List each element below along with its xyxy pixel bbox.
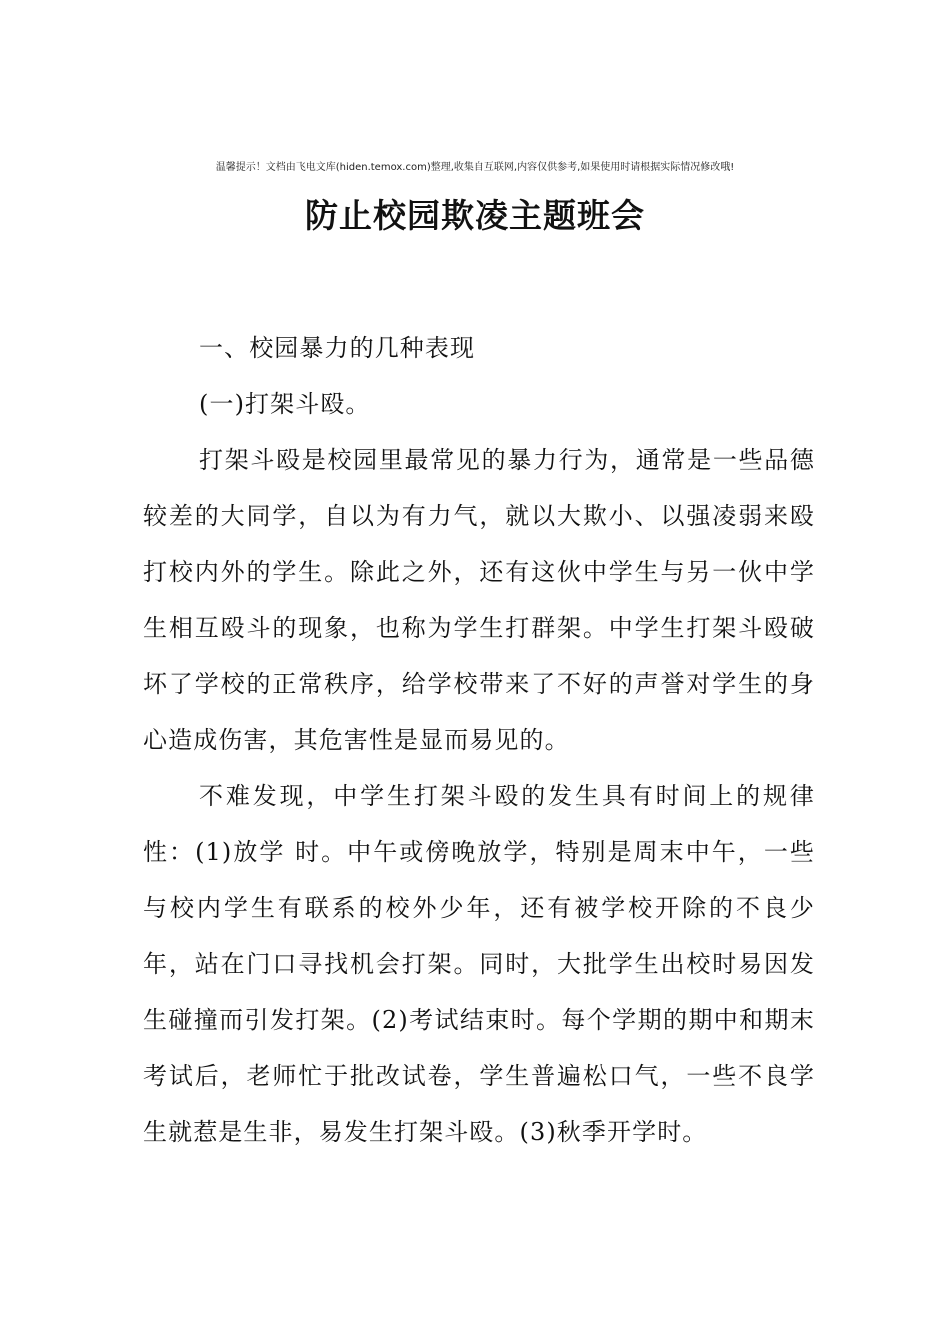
- download-notice: 温馨提示！文档由飞电文库(hiden.temox.com)整理,收集自互联网,内容仅供参考,如果使用时请根据实际情况修改哦!: [215, 162, 735, 173]
- page-title: 防止校园欺凌主题班会: [305, 196, 645, 235]
- section-heading: 一、校园暴力的几种表现: [199, 334, 476, 362]
- sub-heading: (一)打架斗殴。: [199, 390, 371, 418]
- paragraph: 不难发现，中学生打架斗殴的发生具有时间上的规律性：(1)放学 时。中午或傍晚放学，特别是周末中午，一些与校内学生有联系的校外少年，还有被学校开除的不良少年，站在门口寻找机会打架。同时，大批学生出校时易因发生碰撞而引发打架。(2)考试结束时。每个学期的期中和期末考试后，老师忙于批改试卷，学生普遍松口气，一些不良学生就惹是生非，易发生打架斗殴。(3)秋季开学时。: [143, 782, 815, 1146]
- document-body: [143, 320, 815, 1160]
- paragraph: 打架斗殴是校园里最常见的暴力行为，通常是一些品德较差的大同学，自以为有力气，就以大欺小、以强凌弱来殴打校内外的学生。除此之外，还有这伙中学生与另一伙中学生相互殴斗的现象，也称为学生打群架。中学生打架斗殴破坏了学校的正常秩序，给学校带来了不好的声誉对学生的身心造成伤害，其危害性是显而易见的。: [143, 446, 815, 754]
